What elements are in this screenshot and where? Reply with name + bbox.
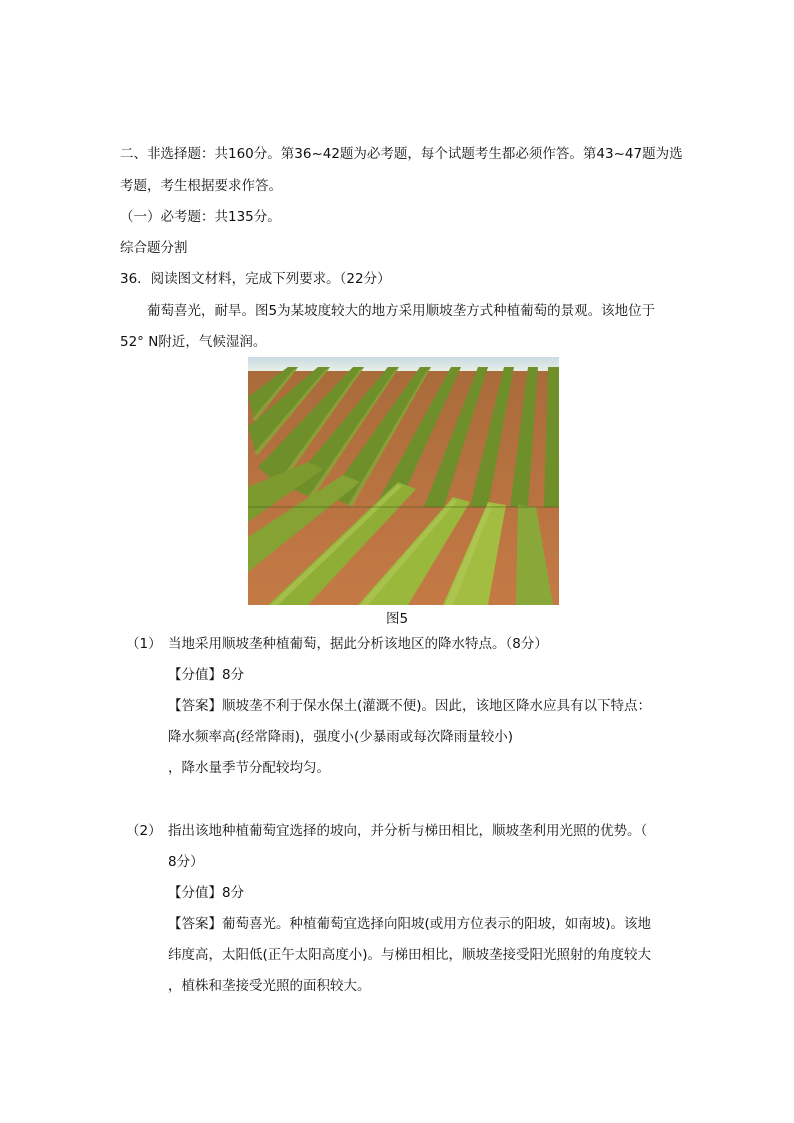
sub-question-1-answer-line-2: 降水频率高(经常降雨)，强度小(少暴雨或每次降雨量较小)	[168, 729, 514, 745]
sub-question-1-answer-line-1: 【答案】顺坡垄不利于保水保土(灌溉不便)。因此，该地区降水应具有以下特点：	[168, 698, 652, 714]
question-stem: 36．阅读图文材料，完成下列要求。（22分）	[120, 271, 391, 287]
vineyard-photo	[248, 357, 559, 605]
vineyard-illustration	[248, 357, 559, 605]
sub-question-2-answer-line-1: 【答案】葡萄喜光。种植葡萄宜选择向阳坡(或用方位表示的阳坡，如南坡)。该地	[168, 916, 652, 932]
section-title-line-1: 二、非选择题：共160分。第36~42题为必考题，每个试题考生都必须作答。第43~47题为选	[120, 146, 683, 162]
sub-question-1-answer-line-3: ，降水量季节分配较均匀。	[168, 760, 330, 776]
section-divider-label: 综合题分割	[120, 240, 188, 256]
sub-question-1-number: （1）	[126, 636, 162, 652]
sub-question-2-answer-line-3: ，植株和垄接受光照的面积较大。	[168, 978, 371, 994]
sub-question-1-text: 当地采用顺坡垄种植葡萄，据此分析该地区的降水特点。（8分）	[168, 636, 548, 652]
section-title-line-2: 考题，考生根据要求作答。	[120, 178, 282, 194]
sub-question-1-score: 【分值】8分	[168, 667, 245, 683]
sub-question-2-score: 【分值】8分	[168, 885, 245, 901]
material-line-2: 52° N附近，气候湿润。	[120, 334, 267, 350]
required-section-heading: （一）必考题：共135分。	[120, 209, 281, 225]
sub-question-2-answer-line-2: 纬度高，太阳低(正午太阳高度小)。与梯田相比，顺坡垄接受阳光照射的角度较大	[168, 947, 652, 963]
sub-question-2-text-line-1: 指出该地种植葡萄宜选择的坡向，并分析与梯田相比，顺坡垄利用光照的优势。（	[168, 823, 648, 839]
sub-question-2-text-line-2: 8分）	[168, 854, 204, 870]
figure-caption: 图5	[386, 611, 409, 627]
sub-question-2-number: （2）	[126, 823, 162, 839]
material-line-1: 葡萄喜光，耐旱。图5为某坡度较大的地方采用顺坡垄方式种植葡萄的景观。该地位于	[147, 303, 656, 319]
